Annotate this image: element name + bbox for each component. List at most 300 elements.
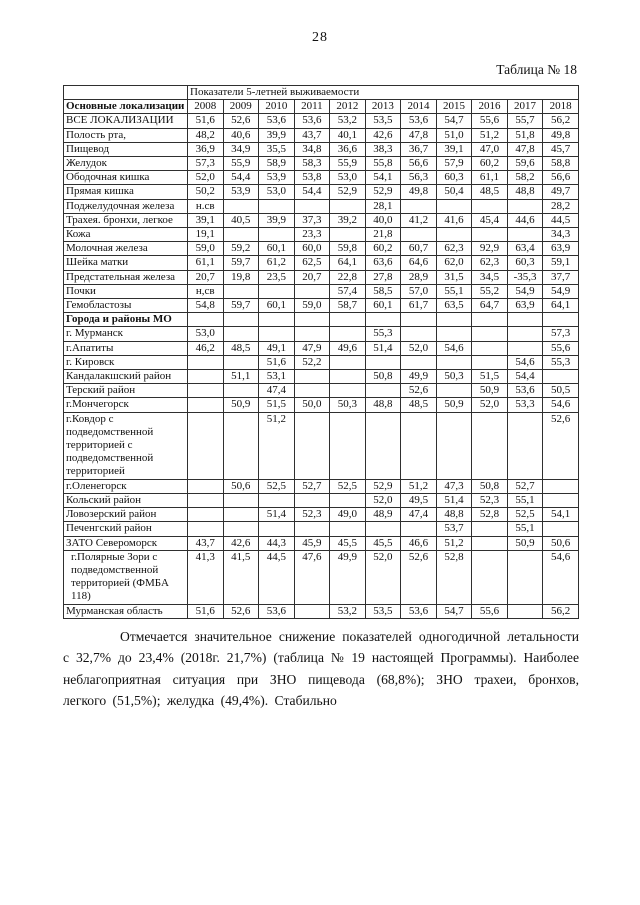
cell-value [330, 493, 366, 507]
cell-value: 60,2 [365, 242, 401, 256]
year-header: 2018 [543, 100, 579, 114]
cell-value: 48,9 [365, 508, 401, 522]
cell-value: 64,7 [472, 299, 508, 313]
page-number: 28 [312, 30, 328, 45]
cell-value: 63,9 [507, 299, 543, 313]
cell-value: 54,6 [543, 550, 579, 604]
cell-value [365, 522, 401, 536]
table-row [64, 256, 579, 270]
cell-value [330, 522, 366, 536]
cell-value: 50,9 [223, 398, 259, 412]
row-label: Почки [64, 284, 188, 298]
cell-value: 64,6 [401, 256, 437, 270]
cell-value: 50,3 [330, 398, 366, 412]
row-label: г.Ковдор с подведомственной территорией с подведомственной территорией [64, 412, 188, 479]
cell-value: 50,2 [188, 185, 224, 199]
cell-value: 55,3 [365, 327, 401, 341]
cell-value [188, 313, 224, 327]
cell-value [294, 604, 330, 618]
cell-value [223, 284, 259, 298]
cell-value: 55,3 [543, 355, 579, 369]
cell-value: 51,5 [259, 398, 295, 412]
cell-value [507, 313, 543, 327]
cell-value: 49,9 [401, 370, 437, 384]
cell-value: 39,1 [188, 213, 224, 227]
cell-value [223, 313, 259, 327]
cell-value: 53,6 [259, 604, 295, 618]
row-label: г. Кировск [64, 355, 188, 369]
cell-value: 47,9 [294, 341, 330, 355]
cell-value: 19,8 [223, 270, 259, 284]
table-row [64, 479, 579, 493]
cell-value: 51,2 [401, 479, 437, 493]
cell-value: 50,8 [365, 370, 401, 384]
cell-value: 35,5 [259, 142, 295, 156]
cell-value: 41,6 [436, 213, 472, 227]
cell-value: 53,9 [223, 185, 259, 199]
cell-value: 64,1 [543, 299, 579, 313]
cell-value: 63,6 [365, 256, 401, 270]
cell-value: 52,0 [188, 171, 224, 185]
survival-table [63, 85, 579, 619]
cell-value: 51,8 [507, 128, 543, 142]
cell-value: 48,2 [188, 128, 224, 142]
table-row [64, 398, 579, 412]
cell-value: 59,2 [223, 242, 259, 256]
table-row [64, 522, 579, 536]
cell-value: 31,5 [436, 270, 472, 284]
cell-value: 44,5 [543, 213, 579, 227]
cell-value: 57,3 [543, 327, 579, 341]
cell-value: 50,4 [436, 185, 472, 199]
cell-value: 52,0 [365, 493, 401, 507]
row-label: Ловозерский район [64, 508, 188, 522]
row-label: Кольский район [64, 493, 188, 507]
cell-value: 61,1 [472, 171, 508, 185]
cell-value: 52,8 [436, 550, 472, 604]
row-label: Печенгский район [64, 522, 188, 536]
cell-value: 49,8 [401, 185, 437, 199]
cell-value: 55,7 [507, 114, 543, 128]
year-header: 2013 [365, 100, 401, 114]
cell-value: 36,6 [330, 142, 366, 156]
cell-value [330, 355, 366, 369]
cell-value: 60,1 [259, 299, 295, 313]
row-label: Ободочная кишка [64, 171, 188, 185]
cell-value: 34,8 [294, 142, 330, 156]
cell-value [330, 384, 366, 398]
cell-value: 51,4 [365, 341, 401, 355]
cell-value [294, 493, 330, 507]
cell-value: 34,3 [543, 228, 579, 242]
cell-value: 41,3 [188, 550, 224, 604]
cell-value: 54,6 [507, 355, 543, 369]
cell-value: 60,2 [472, 157, 508, 171]
cell-value: 28,2 [543, 199, 579, 213]
year-header: 2011 [294, 100, 330, 114]
table-row [64, 157, 579, 171]
cell-value: 62,0 [436, 256, 472, 270]
cell-value [188, 412, 224, 479]
cell-value [436, 199, 472, 213]
cell-value: 55,1 [436, 284, 472, 298]
cell-value: 59,7 [223, 299, 259, 313]
cell-value [188, 508, 224, 522]
cell-value: 51,5 [472, 370, 508, 384]
cell-value: 49,5 [401, 493, 437, 507]
cell-value: 50,3 [436, 370, 472, 384]
cell-value: 58,3 [294, 157, 330, 171]
cell-value [294, 327, 330, 341]
cell-value: 53,3 [507, 398, 543, 412]
row-label: Шейка матки [64, 256, 188, 270]
cell-value: 50,9 [436, 398, 472, 412]
year-header: 2016 [472, 100, 508, 114]
cell-value: 36,9 [188, 142, 224, 156]
table-row [64, 604, 579, 618]
cell-value [401, 522, 437, 536]
cell-value: 48,5 [401, 398, 437, 412]
cell-value: 54,1 [365, 171, 401, 185]
year-header: 2009 [223, 100, 259, 114]
cell-value: 56,6 [543, 171, 579, 185]
cell-value: 52,9 [365, 479, 401, 493]
row-label: ЗАТО Североморск [64, 536, 188, 550]
row-label: Кожа [64, 228, 188, 242]
body-paragraph: Отмечается значительное снижение показателей одногодичной летальности с 32,7% до 23,4% (2018г. 21,7%) (таблица № 19 настоящей Программы). Наиболее неблагоприятная ситуация при ЗНО пищевода (68,8%); ЗНО трахеи, бронхов, легкого (51,5%); желудка (49,4%). Стабильно [63, 628, 579, 709]
row-label: Терский район [64, 384, 188, 398]
cell-value [472, 199, 508, 213]
cell-value [543, 370, 579, 384]
cell-value: 48,8 [436, 508, 472, 522]
cell-value: 61,7 [401, 299, 437, 313]
cell-value: 47,4 [401, 508, 437, 522]
cell-value: 52,7 [507, 479, 543, 493]
cell-value: 55,6 [543, 341, 579, 355]
cell-value: 34,5 [472, 270, 508, 284]
cell-value [223, 493, 259, 507]
cell-value [401, 228, 437, 242]
cell-value: 45,9 [294, 536, 330, 550]
cell-value: 53,6 [401, 114, 437, 128]
cell-value [223, 384, 259, 398]
cell-value [330, 412, 366, 479]
cell-value: 92,9 [472, 242, 508, 256]
cell-value: 53,6 [259, 114, 295, 128]
cell-value: 55,9 [330, 157, 366, 171]
cell-value: 55,1 [507, 493, 543, 507]
cell-value: 46,6 [401, 536, 437, 550]
row-label: г. Мурманск [64, 327, 188, 341]
table-row [64, 213, 579, 227]
cell-value [507, 199, 543, 213]
cell-value: 53,2 [330, 604, 366, 618]
cell-value: 21,8 [365, 228, 401, 242]
row-label: Молочная железа [64, 242, 188, 256]
cell-value: 64,1 [330, 256, 366, 270]
cell-value: 53,7 [436, 522, 472, 536]
cell-value: 52,7 [294, 479, 330, 493]
cell-value [472, 536, 508, 550]
cell-value [330, 370, 366, 384]
cell-value: 58,5 [365, 284, 401, 298]
cell-value [472, 313, 508, 327]
cell-value: 59,1 [543, 256, 579, 270]
table-caption: Таблица № 18 [496, 62, 577, 77]
cell-value: 54,1 [543, 508, 579, 522]
cell-value [259, 327, 295, 341]
cell-value [436, 384, 472, 398]
cell-value: 53,6 [401, 604, 437, 618]
cell-value: 62,3 [472, 256, 508, 270]
cell-value: 54,9 [507, 284, 543, 298]
cell-value: 51,1 [223, 370, 259, 384]
cell-value [188, 479, 224, 493]
cell-value: 48,8 [365, 398, 401, 412]
cell-value: 47,0 [472, 142, 508, 156]
cell-value: 54,4 [507, 370, 543, 384]
cell-value: 40,1 [330, 128, 366, 142]
cell-value: 43,7 [294, 128, 330, 142]
cell-value [259, 522, 295, 536]
cell-value: 51,6 [259, 355, 295, 369]
row-label: Желудок [64, 157, 188, 171]
cell-value: 39,2 [330, 213, 366, 227]
cell-value [365, 355, 401, 369]
cell-value: 60,1 [259, 242, 295, 256]
cell-value: 55,9 [223, 157, 259, 171]
cell-value: 60,7 [401, 242, 437, 256]
cell-value: 42,6 [223, 536, 259, 550]
cell-value [223, 228, 259, 242]
cell-value [223, 355, 259, 369]
cell-value [294, 284, 330, 298]
cell-value: 60,3 [436, 171, 472, 185]
cell-value [294, 384, 330, 398]
cell-value: 50,9 [472, 384, 508, 398]
cell-value [259, 493, 295, 507]
row-label: Мурманская область [64, 604, 188, 618]
cell-value: 47,3 [436, 479, 472, 493]
cell-value: 53,6 [294, 114, 330, 128]
cell-value: 49,7 [543, 185, 579, 199]
cell-value [436, 327, 472, 341]
cell-value: 60,3 [507, 256, 543, 270]
cell-value: 36,7 [401, 142, 437, 156]
cell-value: 52,8 [472, 508, 508, 522]
cell-value: 23,5 [259, 270, 295, 284]
cell-value: 52,3 [294, 508, 330, 522]
cell-value: 52,5 [507, 508, 543, 522]
cell-value: 53,0 [330, 171, 366, 185]
cell-value: 39,9 [259, 213, 295, 227]
cell-value: 50,6 [223, 479, 259, 493]
cell-value: 56,6 [401, 157, 437, 171]
table-body [64, 114, 579, 618]
table-row [64, 142, 579, 156]
cell-value: 53,1 [259, 370, 295, 384]
cell-value [401, 355, 437, 369]
table-row [64, 493, 579, 507]
cell-value: 55,6 [472, 114, 508, 128]
cell-value: 52,6 [543, 412, 579, 479]
cell-value [472, 522, 508, 536]
cell-value: 54,6 [436, 341, 472, 355]
cell-value: 37,3 [294, 213, 330, 227]
cell-value: 57,9 [436, 157, 472, 171]
page-content [63, 62, 579, 712]
year-header-row [64, 100, 579, 114]
cell-value: 41,2 [401, 213, 437, 227]
cell-value [472, 550, 508, 604]
cell-value: 51,4 [259, 508, 295, 522]
cell-value: 58,8 [543, 157, 579, 171]
cell-value: -35,3 [507, 270, 543, 284]
cell-value: 58,2 [507, 171, 543, 185]
cell-value [543, 493, 579, 507]
cell-value: 62,3 [436, 242, 472, 256]
cell-value [507, 412, 543, 479]
cell-value: 37,7 [543, 270, 579, 284]
cell-value [188, 355, 224, 369]
cell-value: 49,0 [330, 508, 366, 522]
cell-value: 56,2 [543, 114, 579, 128]
cell-value: 56,3 [401, 171, 437, 185]
year-header: 2008 [188, 100, 224, 114]
cell-value: 50,8 [472, 479, 508, 493]
cell-value: 20,7 [294, 270, 330, 284]
cell-value [259, 228, 295, 242]
table-row [64, 171, 579, 185]
cell-value [472, 327, 508, 341]
cell-value: 52,2 [294, 355, 330, 369]
row-label: Поджелудочная железа [64, 199, 188, 213]
table-row [64, 384, 579, 398]
cell-value: 49,8 [543, 128, 579, 142]
cell-value: 59,0 [294, 299, 330, 313]
cell-value: 55,8 [365, 157, 401, 171]
year-header: 2014 [401, 100, 437, 114]
row-label: Трахея. бронхи, легкое [64, 213, 188, 227]
cell-value: 45,4 [472, 213, 508, 227]
cell-value [507, 228, 543, 242]
row-label: ВСЕ ЛОКАЛИЗАЦИИ [64, 114, 188, 128]
table-row [64, 355, 579, 369]
cell-value: 52,6 [223, 114, 259, 128]
row-label: г.Мончегорск [64, 398, 188, 412]
cell-value [436, 355, 472, 369]
cell-value [259, 284, 295, 298]
cell-value: 63,9 [543, 242, 579, 256]
cell-value: 51,6 [188, 114, 224, 128]
row-label: Города и районы МО [64, 313, 188, 327]
cell-value: 39,9 [259, 128, 295, 142]
cell-value: 50,0 [294, 398, 330, 412]
cell-value [330, 199, 366, 213]
cell-value: 52,3 [472, 493, 508, 507]
cell-value: 40,5 [223, 213, 259, 227]
cell-value: 49,6 [330, 341, 366, 355]
cell-value: 44,5 [259, 550, 295, 604]
cell-value: 53,0 [259, 185, 295, 199]
table-row [64, 313, 579, 327]
cell-value: 54,7 [436, 114, 472, 128]
cell-value: 47,8 [401, 128, 437, 142]
cell-value: 55,6 [472, 604, 508, 618]
year-header: 2015 [436, 100, 472, 114]
cell-value [188, 493, 224, 507]
cell-value: 38,3 [365, 142, 401, 156]
cell-value: 54,4 [294, 185, 330, 199]
cell-value [188, 370, 224, 384]
cell-value: 52,5 [330, 479, 366, 493]
cell-value [543, 479, 579, 493]
cell-value [294, 412, 330, 479]
cell-value [188, 522, 224, 536]
cell-value: 59,6 [507, 157, 543, 171]
table-row [64, 550, 579, 604]
cell-value [507, 341, 543, 355]
cell-value: 52,0 [401, 341, 437, 355]
cell-value: 44,6 [507, 213, 543, 227]
cell-value [294, 313, 330, 327]
cell-value [294, 199, 330, 213]
cell-value [223, 327, 259, 341]
cell-value: 52,0 [365, 550, 401, 604]
cell-value: 54,7 [436, 604, 472, 618]
cell-value: 59,0 [188, 242, 224, 256]
cell-value: 45,7 [543, 142, 579, 156]
table-row [64, 412, 579, 479]
cell-value: 45,5 [365, 536, 401, 550]
table-row [64, 185, 579, 199]
row-label: г.Полярные Зори с подведомственной территорией (ФМБА 118) [64, 550, 188, 604]
cell-value: 61,2 [259, 256, 295, 270]
cell-value: 47,6 [294, 550, 330, 604]
cell-value: 56,2 [543, 604, 579, 618]
cell-value: 63,4 [507, 242, 543, 256]
cell-value [507, 604, 543, 618]
cell-value: 51,2 [436, 536, 472, 550]
cell-value: 55,2 [472, 284, 508, 298]
row-label: Полость рта, [64, 128, 188, 142]
cell-value: 48,5 [472, 185, 508, 199]
cell-value [330, 313, 366, 327]
cell-value: 34,9 [223, 142, 259, 156]
year-header: 2017 [507, 100, 543, 114]
cell-value [436, 412, 472, 479]
table-row [64, 242, 579, 256]
cell-value [543, 313, 579, 327]
table-row [64, 128, 579, 142]
cell-value [223, 508, 259, 522]
cell-value [330, 228, 366, 242]
cell-value: 55,1 [507, 522, 543, 536]
cell-value [188, 398, 224, 412]
cell-value: 58,9 [259, 157, 295, 171]
cell-value [294, 522, 330, 536]
cell-value: 51,6 [188, 604, 224, 618]
row-label: Предстательная железа [64, 270, 188, 284]
cell-value: 52,9 [365, 185, 401, 199]
localization-header: Основные локализации [64, 100, 188, 114]
cell-value: 53,2 [330, 114, 366, 128]
table-row [64, 228, 579, 242]
cell-value: 54,6 [543, 398, 579, 412]
cell-value: н,св [188, 284, 224, 298]
year-header: 2010 [259, 100, 295, 114]
cell-value: 19,1 [188, 228, 224, 242]
